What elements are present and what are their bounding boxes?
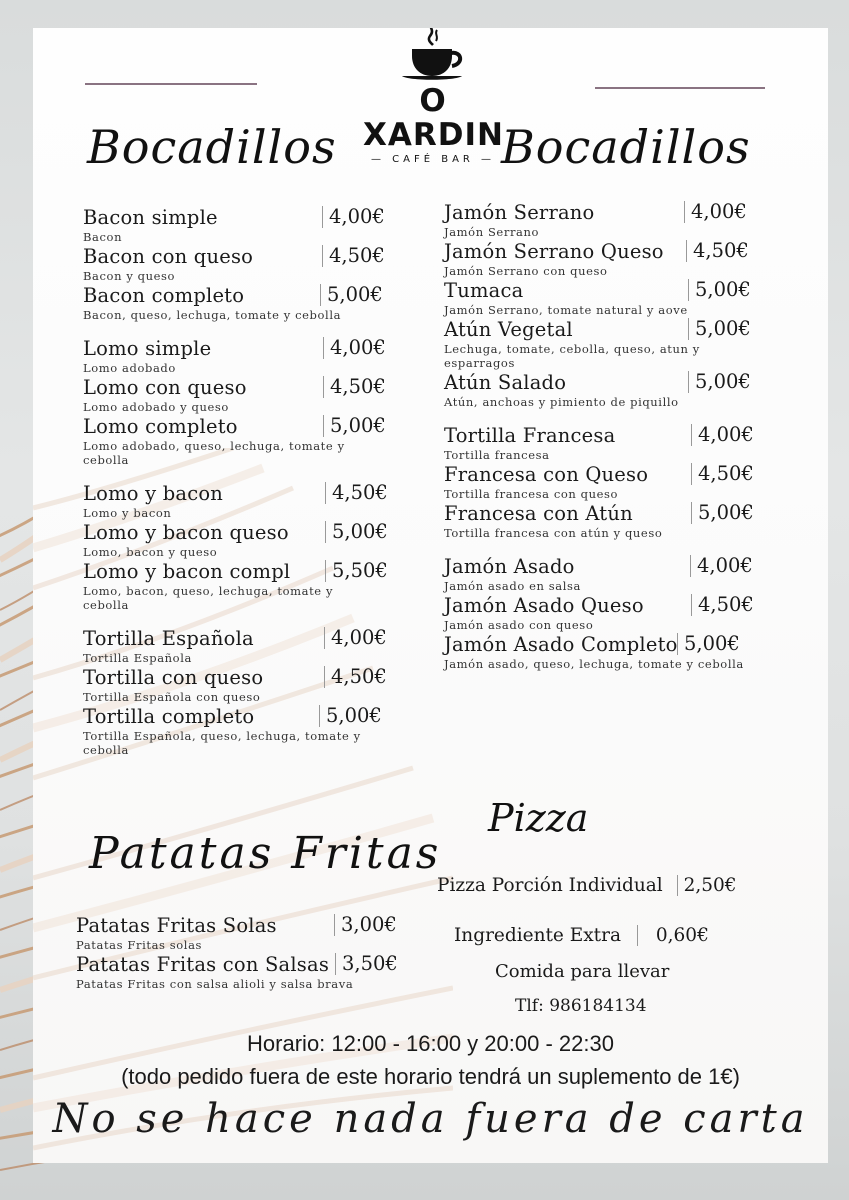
menu-item-price: 5,00€ [688, 371, 751, 393]
menu-item-name: Lomo con queso [83, 376, 247, 399]
menu-item-price: 5,00€ [677, 633, 740, 655]
menu-item [444, 502, 774, 541]
menu-item-price: 4,00€ [324, 627, 387, 649]
menu-item-price: 4,50€ [691, 463, 754, 485]
menu-item-description: Tortilla francesa [444, 448, 550, 462]
menu-item-name: Jamón Asado [444, 555, 575, 578]
menu-item-description: Jamón Serrano [444, 225, 540, 239]
menu-item-name: Lomo simple [83, 337, 212, 360]
menu-item [83, 284, 403, 323]
menu-item-name: Bacon con queso [83, 245, 254, 268]
menu-item-name: Francesa con Atún [444, 502, 633, 525]
extra-ingredient-price: 0,60€ [637, 925, 709, 946]
menu-item-price: 5,00€ [691, 502, 754, 524]
patatas-column [76, 914, 416, 992]
pizza-item-price: 2,50€ [677, 875, 737, 896]
menu-item [83, 627, 403, 666]
menu-item-description: Jamón asado con queso [444, 618, 594, 632]
menu-item [444, 371, 774, 410]
menu-item-name: Tortilla completo [83, 705, 255, 728]
menu-item-name: Patatas Fritas Solas [76, 914, 277, 937]
menu-item [83, 415, 403, 468]
right-menu-column [444, 201, 774, 672]
menu-item-name: Lomo y bacon queso [83, 521, 289, 544]
menu-item-description: Bacon, queso, lechuga, tomate y cebolla [83, 308, 342, 322]
menu-item [444, 594, 774, 633]
menu-item-description: Jamón Serrano, tomate natural y aove [444, 303, 688, 317]
menu-item-name: Jamón Asado Queso [444, 594, 644, 617]
menu-item [444, 424, 774, 463]
menu-item [83, 705, 403, 758]
menu-item-name: Bacon simple [83, 206, 218, 229]
menu-item-description: Tortilla francesa con atún y queso [444, 526, 663, 540]
menu-item [83, 337, 403, 376]
menu-item-name: Jamón Serrano [444, 201, 595, 224]
menu-item-price: 4,00€ [690, 555, 753, 577]
menu-item-description: Jamón Serrano con queso [444, 264, 608, 278]
menu-item [83, 206, 403, 245]
menu-item-description: Bacon [83, 230, 123, 244]
menu-item-description: cebolla [83, 453, 129, 467]
coffee-cup-icon [396, 28, 470, 82]
section-title-patatas: Patatas Fritas [89, 828, 442, 879]
menu-item-description: Tortilla Española [83, 651, 192, 665]
menu-item-name: Francesa con Queso [444, 463, 649, 486]
opening-hours: Horario: 12:00 - 16:00 y 20:00 - 22:30 [247, 1031, 614, 1056]
takeaway-note: Comida para llevar [495, 961, 670, 982]
brand-subtitle: — CAFÉ BAR — [370, 154, 496, 165]
menu-item-price: 5,00€ [688, 318, 751, 340]
menu-item-name: Tortilla con queso [83, 666, 264, 689]
menu-item-description: Lomo adobado [83, 361, 176, 375]
menu-item [444, 201, 774, 240]
menu-item-description: Atún, anchoas y pimiento de piquillo [444, 395, 679, 409]
menu-item-price: 5,00€ [323, 415, 386, 437]
pizza-item [437, 875, 737, 896]
extra-ingredient-name: Ingrediente Extra [454, 925, 621, 946]
menu-item-description: Bacon y queso [83, 269, 176, 283]
menu-item-price: 4,00€ [323, 337, 386, 359]
menu-item-price: 4,00€ [684, 201, 747, 223]
menu-item-price: 5,00€ [319, 705, 382, 727]
menu-item [83, 376, 403, 415]
surcharge-note: (todo pedido fuera de este horario tendrá un suplemento de 1€) [121, 1064, 740, 1089]
menu-item-name: Lomo y bacon [83, 482, 224, 505]
section-title-bocadillos-left: Bocadillos [87, 120, 337, 174]
menu-item-description: Lomo, bacon y queso [83, 545, 218, 559]
brand-name: O XARDIN [363, 83, 504, 153]
menu-item-description: cebolla [83, 598, 129, 612]
menu-item-name: Patatas Fritas con Salsas [76, 953, 330, 976]
menu-item-price: 4,50€ [323, 376, 386, 398]
logo [363, 28, 503, 165]
menu-item-price: 4,50€ [325, 482, 388, 504]
menu-item-name: Lomo y bacon compl [83, 560, 291, 583]
off-menu-note: No se hace nada fuera de carta [52, 1096, 809, 1142]
menu-card [33, 28, 828, 1163]
menu-item-price: 5,00€ [320, 284, 383, 306]
menu-item-description: Jamón asado, queso, lechuga, tomate y cebolla [444, 657, 744, 671]
menu-item [83, 245, 403, 284]
menu-item [83, 521, 403, 560]
menu-item-price: 4,50€ [324, 666, 387, 688]
menu-item-name: Atún Vegetal [444, 318, 573, 341]
menu-item [76, 953, 416, 992]
menu-item [444, 318, 774, 371]
menu-item [83, 666, 403, 705]
menu-item [444, 555, 774, 594]
menu-item-name: Atún Salado [444, 371, 567, 394]
menu-item-price: 4,00€ [322, 206, 385, 228]
section-title-bocadillos-right: Bocadillos [501, 120, 751, 174]
menu-item-description: Tortilla francesa con queso [444, 487, 619, 501]
menu-item-price: 5,00€ [325, 521, 388, 543]
menu-item-name: Jamón Serrano Queso [444, 240, 664, 263]
menu-item-description: Lomo, bacon, queso, lechuga, tomate y [83, 584, 334, 598]
menu-item [83, 560, 403, 613]
menu-item-price: 5,50€ [325, 560, 388, 582]
menu-item-name: Bacon completo [83, 284, 245, 307]
menu-item-description: Lomo adobado y queso [83, 400, 229, 414]
menu-item [444, 633, 774, 672]
menu-item-description: esparragos [444, 356, 515, 370]
menu-item-price: 4,50€ [686, 240, 749, 262]
menu-item [83, 482, 403, 521]
menu-item [76, 914, 416, 953]
menu-item-price: 5,00€ [688, 279, 751, 301]
menu-item-price: 4,00€ [691, 424, 754, 446]
menu-item-description: Tortilla Española con queso [83, 690, 261, 704]
pizza-item-name: Pizza Porción Individual [437, 875, 663, 896]
menu-item-price: 4,50€ [322, 245, 385, 267]
menu-item [444, 463, 774, 502]
menu-item-description: Lomo y bacon [83, 506, 172, 520]
menu-item [444, 240, 774, 279]
menu-item-name: Tortilla Francesa [444, 424, 616, 447]
menu-item-description: Tortilla Española, queso, lechuga, tomate y [83, 729, 361, 743]
phone-number: Tlf: 986184134 [515, 996, 647, 1016]
menu-item-name: Tortilla Española [83, 627, 254, 650]
menu-item [444, 279, 774, 318]
menu-item-price: 4,50€ [691, 594, 754, 616]
menu-item-description: Patatas Fritas con salsa alioli y salsa brava [76, 977, 354, 991]
section-title-pizza: Pizza [488, 796, 589, 840]
menu-item-description: Lechuga, tomate, cebolla, queso, atun y [444, 342, 700, 356]
decorative-line-left [85, 83, 257, 85]
extra-ingredient [454, 925, 709, 946]
left-menu-column [83, 206, 403, 758]
menu-item-price: 3,50€ [335, 953, 398, 975]
menu-item-name: Lomo completo [83, 415, 238, 438]
menu-item-description: cebolla [83, 743, 129, 757]
menu-item-name: Jamón Asado Completo [444, 633, 678, 656]
menu-item-description: Patatas Fritas solas [76, 938, 203, 952]
menu-item-name: Tumaca [444, 279, 524, 302]
menu-item-description: Lomo adobado, queso, lechuga, tomate y [83, 439, 345, 453]
decorative-line-right [595, 87, 765, 89]
menu-item-description: Jamón asado en salsa [444, 579, 581, 593]
menu-item-price: 3,00€ [334, 914, 397, 936]
